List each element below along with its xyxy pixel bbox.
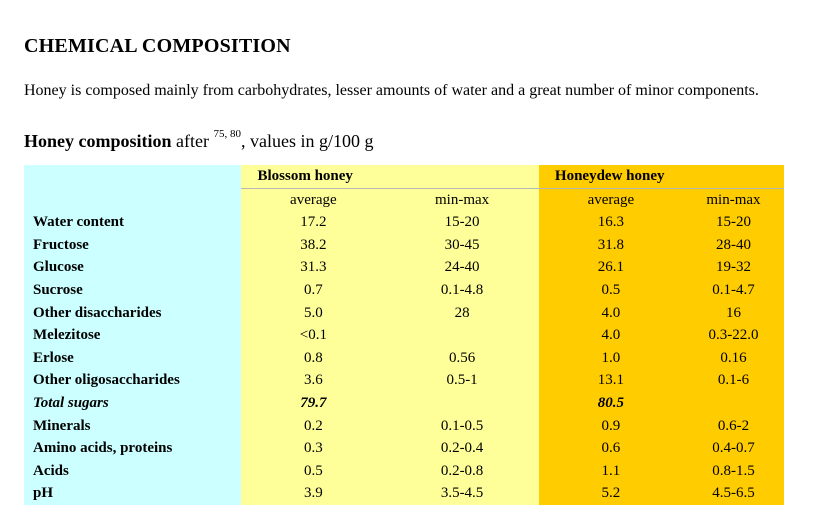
table-row bbox=[24, 256, 784, 279]
caption-after: after bbox=[171, 131, 214, 151]
row-label: Other disaccharides bbox=[24, 302, 241, 325]
honeydew-minmax-cell: 0.6-2 bbox=[683, 415, 784, 438]
honeydew-average-cell: 4.0 bbox=[539, 324, 683, 347]
honeydew-minmax-cell: 0.1-6 bbox=[683, 369, 784, 392]
blossom-average-cell: 0.3 bbox=[241, 437, 385, 460]
blossom-minmax-cell: 0.1-4.8 bbox=[385, 279, 539, 302]
blossom-average-cell: 17.2 bbox=[241, 211, 385, 234]
header-blank-cell bbox=[24, 165, 241, 188]
blossom-average-cell: 0.5 bbox=[241, 460, 385, 483]
blossom-minmax-cell: 30-45 bbox=[385, 234, 539, 257]
honeydew-average-cell: 16.3 bbox=[539, 211, 683, 234]
blossom-average-cell: 38.2 bbox=[241, 234, 385, 257]
group-header-honeydew: Honeydew honey bbox=[539, 165, 784, 188]
table-row bbox=[24, 347, 784, 370]
honeydew-minmax-cell: 4.5-6.5 bbox=[683, 482, 784, 505]
blossom-minmax-cell: 0.5-1 bbox=[385, 369, 539, 392]
intro-paragraph: Honey is composed mainly from carbohydrates, lesser amounts of water and a great number of minor components. bbox=[24, 82, 759, 99]
table-row bbox=[24, 392, 784, 415]
table-column-header bbox=[24, 188, 784, 211]
honeydew-minmax-cell: 0.16 bbox=[683, 347, 784, 370]
blossom-minmax-cell: 0.2-0.4 bbox=[385, 437, 539, 460]
table-row bbox=[24, 482, 784, 505]
blossom-minmax-cell: 0.2-0.8 bbox=[385, 460, 539, 483]
blossom-minmax-cell: 0.56 bbox=[385, 347, 539, 370]
honeydew-average-cell: 5.2 bbox=[539, 482, 683, 505]
honeydew-average-cell: 0.5 bbox=[539, 279, 683, 302]
composition-table bbox=[24, 165, 784, 505]
row-label: Acids bbox=[24, 460, 241, 483]
blossom-minmax-cell: 3.5-4.5 bbox=[385, 482, 539, 505]
row-label: Melezitose bbox=[24, 324, 241, 347]
row-label: Sucrose bbox=[24, 279, 241, 302]
blossom-minmax-cell bbox=[385, 392, 539, 415]
row-label: Water content bbox=[24, 211, 241, 234]
blossom-average-cell: 0.2 bbox=[241, 415, 385, 438]
blossom-average-cell: 0.7 bbox=[241, 279, 385, 302]
honeydew-minmax-cell bbox=[683, 392, 784, 415]
col-header-blossom-minmax: min-max bbox=[385, 188, 539, 211]
row-label: pH bbox=[24, 482, 241, 505]
table-row bbox=[24, 460, 784, 483]
table-row bbox=[24, 279, 784, 302]
blossom-average-cell: 0.8 bbox=[241, 347, 385, 370]
table-caption bbox=[24, 128, 374, 152]
col-header-honeydew-minmax: min-max bbox=[683, 188, 784, 211]
table-row bbox=[24, 211, 784, 234]
blossom-average-cell: 79.7 bbox=[241, 392, 385, 415]
honeydew-average-cell: 1.0 bbox=[539, 347, 683, 370]
blossom-average-cell: 31.3 bbox=[241, 256, 385, 279]
blossom-minmax-cell: 0.1-0.5 bbox=[385, 415, 539, 438]
honeydew-average-cell: 31.8 bbox=[539, 234, 683, 257]
table-row bbox=[24, 437, 784, 460]
row-label: Erlose bbox=[24, 347, 241, 370]
col-header-blossom-average: average bbox=[241, 188, 385, 211]
blossom-average-cell: 3.9 bbox=[241, 482, 385, 505]
col-header-honeydew-average: average bbox=[539, 188, 683, 211]
header-blank-cell bbox=[24, 188, 241, 211]
honeydew-average-cell: 80.5 bbox=[539, 392, 683, 415]
honeydew-average-cell: 4.0 bbox=[539, 302, 683, 325]
honeydew-minmax-cell: 0.8-1.5 bbox=[683, 460, 784, 483]
honeydew-minmax-cell: 28-40 bbox=[683, 234, 784, 257]
honeydew-minmax-cell: 0.3-22.0 bbox=[683, 324, 784, 347]
table-row bbox=[24, 415, 784, 438]
row-label: Fructose bbox=[24, 234, 241, 257]
group-header-blossom: Blossom honey bbox=[241, 165, 538, 188]
honeydew-average-cell: 26.1 bbox=[539, 256, 683, 279]
honeydew-minmax-cell: 19-32 bbox=[683, 256, 784, 279]
caption-references: 75, 80 bbox=[213, 128, 241, 140]
honeydew-average-cell: 0.6 bbox=[539, 437, 683, 460]
honeydew-average-cell: 0.9 bbox=[539, 415, 683, 438]
honeydew-minmax-cell: 0.4-0.7 bbox=[683, 437, 784, 460]
blossom-average-cell: 3.6 bbox=[241, 369, 385, 392]
honeydew-minmax-cell: 15-20 bbox=[683, 211, 784, 234]
table-row bbox=[24, 369, 784, 392]
table-row bbox=[24, 302, 784, 325]
blossom-average-cell: 5.0 bbox=[241, 302, 385, 325]
caption-units: , values in g/100 g bbox=[240, 131, 374, 151]
honeydew-average-cell: 1.1 bbox=[539, 460, 683, 483]
row-label: Other oligosaccharides bbox=[24, 369, 241, 392]
row-label: Glucose bbox=[24, 256, 241, 279]
table-row bbox=[24, 324, 784, 347]
page-heading: CHEMICAL COMPOSITION bbox=[24, 35, 291, 57]
table-group-header bbox=[24, 165, 784, 188]
row-label: Amino acids, proteins bbox=[24, 437, 241, 460]
honeydew-minmax-cell: 16 bbox=[683, 302, 784, 325]
blossom-average-cell: <0.1 bbox=[241, 324, 385, 347]
table-row bbox=[24, 234, 784, 257]
blossom-minmax-cell: 15-20 bbox=[385, 211, 539, 234]
blossom-minmax-cell: 28 bbox=[385, 302, 539, 325]
caption-lead: Honey composition bbox=[24, 131, 172, 151]
honeydew-minmax-cell: 0.1-4.7 bbox=[683, 279, 784, 302]
blossom-minmax-cell: 24-40 bbox=[385, 256, 539, 279]
blossom-minmax-cell bbox=[385, 324, 539, 347]
row-label: Minerals bbox=[24, 415, 241, 438]
row-label: Total sugars bbox=[24, 392, 241, 415]
honeydew-average-cell: 13.1 bbox=[539, 369, 683, 392]
